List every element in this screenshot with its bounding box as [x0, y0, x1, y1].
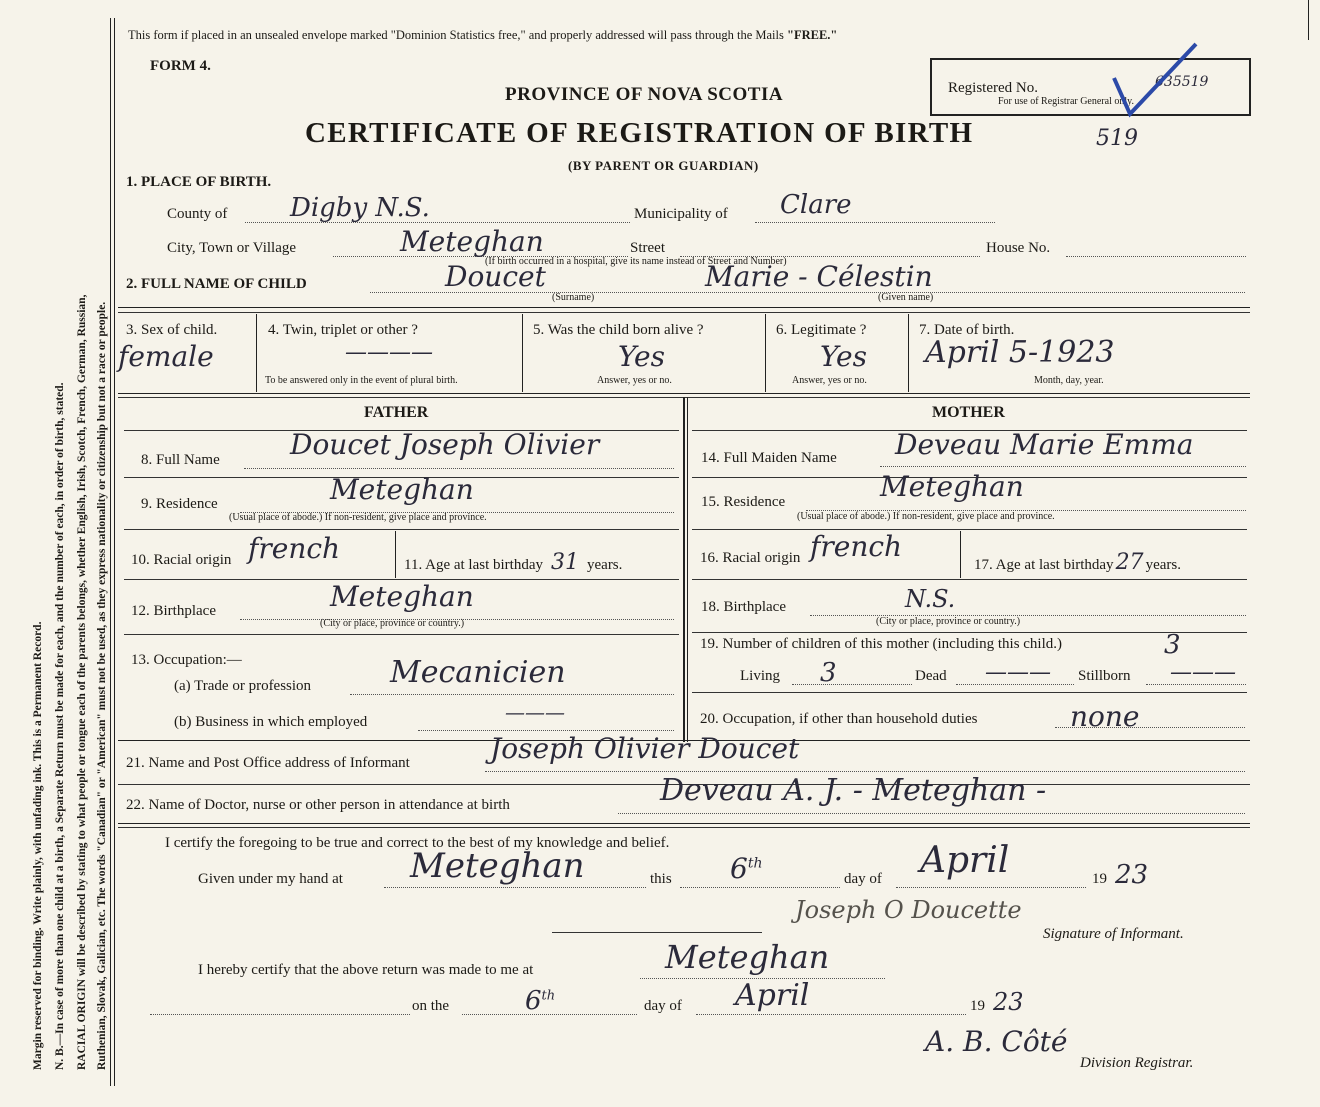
father-name-label: 8. Full Name	[141, 452, 220, 468]
dead-label: Dead	[915, 668, 947, 684]
trade-value: Mecanicien	[390, 655, 566, 690]
children-count-label: 19. Number of children of this mother (including this child.)	[700, 636, 1063, 652]
dob-value: April 5-1923	[925, 335, 1115, 370]
child-name-label: 2. FULL NAME OF CHILD	[126, 276, 307, 292]
sex-value: female	[118, 340, 214, 373]
born-alive-note: Answer, yes or no.	[597, 375, 672, 386]
province-title: PROVINCE OF NOVA SCOTIA	[505, 84, 784, 105]
mother-heading: MOTHER	[932, 404, 1005, 421]
born-alive-label: 5. Was the child born alive ?	[533, 322, 704, 338]
mother-racial-value: french	[810, 530, 903, 563]
registrar-year-value: 23	[993, 988, 1024, 1016]
given-under-label: Given under my hand at	[198, 871, 343, 887]
living-label: Living	[740, 668, 780, 684]
informant-value: Joseph Olivier Doucet	[490, 732, 800, 765]
father-racial-label: 10. Racial origin	[131, 552, 232, 568]
mother-birthplace-note: (City or place, province or country.)	[876, 616, 1021, 627]
top-right-rule	[1308, 0, 1309, 40]
mother-age-value: 27	[1115, 550, 1144, 575]
twin-value: ————	[345, 340, 433, 365]
legitimate-label: 6. Legitimate ?	[776, 322, 867, 338]
mother-occupation-label: 20. Occupation, if other than household duties	[700, 711, 978, 727]
living-value: 3	[820, 658, 837, 688]
stillborn-value: ———	[1170, 660, 1236, 685]
child-given-name: Marie - Célestin	[705, 260, 933, 293]
father-racial-value: french	[248, 532, 341, 565]
business-label: (b) Business in which employed	[174, 714, 368, 730]
this-label: this	[650, 871, 672, 887]
mail-notice: This form if placed in an unsealed envelope marked "Dominion Statistics free," and properly addressed will pass through the Mails "FREE."	[128, 28, 838, 42]
attendant-value: Deveau A. J. - Meteghan -	[660, 773, 1047, 808]
registrar-certify-label: I hereby certify that the above return was made to me at	[198, 962, 534, 978]
subtitle: (BY PARENT OR GUARDIAN)	[568, 158, 759, 173]
registrar-caption: Division Registrar.	[1080, 1055, 1194, 1071]
county-label: County of	[167, 206, 228, 222]
registrar-day-value: 6th	[525, 986, 556, 1016]
father-residence-value: Meteghan	[330, 473, 474, 506]
given-year-value: 23	[1115, 860, 1149, 890]
born-alive-value: Yes	[618, 340, 665, 373]
city-value: Meteghan	[400, 225, 544, 258]
registrar-place-value: Meteghan	[665, 938, 830, 976]
father-residence-label: 9. Residence	[141, 496, 218, 512]
form-page-number: 519	[1096, 126, 1138, 151]
mother-name-value: Deveau Marie Emma	[895, 428, 1194, 461]
margin-note-4: Ruthenian, Slovak, Galician, etc. The words "Canadian" or "American" must not be used, as they express nationality or citizenship but not a race or people.	[96, 301, 108, 1070]
dead-value: ———	[985, 660, 1051, 685]
dob-label: 7. Date of birth.	[919, 322, 1015, 338]
mother-birthplace-value: N.S.	[905, 585, 956, 613]
on-the-label: on the	[412, 998, 450, 1014]
mother-birthplace-label: 18. Birthplace	[701, 599, 786, 615]
check-mark-icon	[1108, 38, 1204, 118]
surname-caption: (Surname)	[552, 292, 595, 303]
registrar-year-label: 19	[970, 998, 985, 1014]
children-count-value: 3	[1164, 630, 1181, 660]
occupation-label: 13. Occupation:—	[131, 652, 242, 668]
given-month-value: April	[920, 840, 1010, 881]
informant-signature: Joseph O Doucette	[795, 896, 1022, 924]
attendant-label: 22. Name of Doctor, nurse or other person in attendance at birth	[126, 797, 510, 813]
registrar-note: For use of Registrar General only.	[998, 96, 1134, 107]
father-residence-note: (Usual place of abode.) If non-resident, give place and province.	[229, 512, 487, 523]
county-value: Digby N.S.	[290, 193, 430, 223]
margin-rule-inner	[114, 18, 115, 1086]
mother-residence-note: (Usual place of abode.) If non-resident, give place and province.	[797, 511, 1055, 522]
father-name-value: Doucet Joseph Olivier	[290, 428, 600, 461]
child-surname: Doucet	[445, 260, 546, 293]
form-number: FORM 4.	[150, 58, 211, 74]
informant-label: 21. Name and Post Office address of Informant	[126, 755, 410, 771]
street-label: Street	[630, 240, 665, 256]
registered-number: 635519	[1155, 74, 1209, 90]
margin-note-1: Margin reserved for binding. Write plainly, with unfading ink. This is a Permanent Record.	[32, 621, 44, 1070]
registrar-signature: A. B. Côté	[925, 1025, 1068, 1058]
mother-racial-label: 16. Racial origin	[700, 550, 801, 566]
business-value: ———	[505, 700, 565, 724]
mother-occupation-value: none	[1070, 700, 1140, 733]
legitimate-value: Yes	[820, 340, 867, 373]
registrar-month-value: April	[735, 978, 810, 1013]
registered-label: Registered No.	[948, 80, 1038, 96]
given-name-caption: (Given name)	[878, 292, 934, 303]
day-of-label: day of	[844, 871, 882, 887]
municipality-value: Clare	[780, 190, 852, 220]
father-birthplace-value: Meteghan	[330, 580, 474, 613]
margin-note-3: RACIAL ORIGIN will be described by stating to what people or tongue each of the parents belongs, whether English, Irish, Scotch, French, German, Russian,	[76, 294, 88, 1070]
father-age-label: 11. Age at last birthday 31 years.	[404, 550, 623, 575]
mother-name-label: 14. Full Maiden Name	[701, 450, 837, 466]
given-day-value: 6th	[730, 852, 763, 885]
given-place-value: Meteghan	[410, 846, 585, 886]
legitimate-note: Answer, yes or no.	[792, 375, 867, 386]
city-label: City, Town or Village	[167, 240, 297, 256]
stillborn-label: Stillborn	[1078, 668, 1131, 684]
mother-residence-label: 15. Residence	[701, 494, 786, 510]
certificate-title: CERTIFICATE OF REGISTRATION OF BIRTH	[305, 117, 974, 149]
municipality-label: Municipality of	[634, 206, 728, 222]
trade-label: (a) Trade or profession	[174, 678, 312, 694]
father-birthplace-note: (City or place, province or country.)	[320, 618, 465, 629]
margin-rule	[110, 18, 111, 1086]
house-no-label: House No.	[986, 240, 1051, 256]
sex-label: 3. Sex of child.	[126, 322, 218, 338]
certify-statement: I certify the foregoing to be true and correct to the best of my knowledge and belief.	[165, 835, 670, 851]
place-of-birth-heading: 1. PLACE OF BIRTH.	[126, 174, 272, 190]
mother-residence-value: Meteghan	[880, 470, 1024, 503]
signature-caption: Signature of Informant.	[1043, 926, 1184, 942]
dob-note: Month, day, year.	[1034, 375, 1104, 386]
registrar-dayof-label: day of	[644, 998, 682, 1014]
twin-label: 4. Twin, triplet or other ?	[268, 322, 418, 338]
given-year-label: 19	[1092, 871, 1107, 887]
father-age-value: 31	[551, 550, 579, 575]
father-birthplace-label: 12. Birthplace	[131, 603, 216, 619]
twin-note: To be answered only in the event of plural birth.	[265, 375, 458, 386]
mother-age-label: 17. Age at last birthday27 years.	[974, 550, 1181, 575]
hospital-note: (If birth occurred in a hospital, give its name instead of Street and Number)	[485, 256, 787, 267]
father-heading: FATHER	[364, 404, 429, 421]
margin-note-2: N. B.—In case of more than one child at a birth, a Separate Return must be made for each, and the number of each, in order of birth, stated.	[54, 382, 66, 1070]
